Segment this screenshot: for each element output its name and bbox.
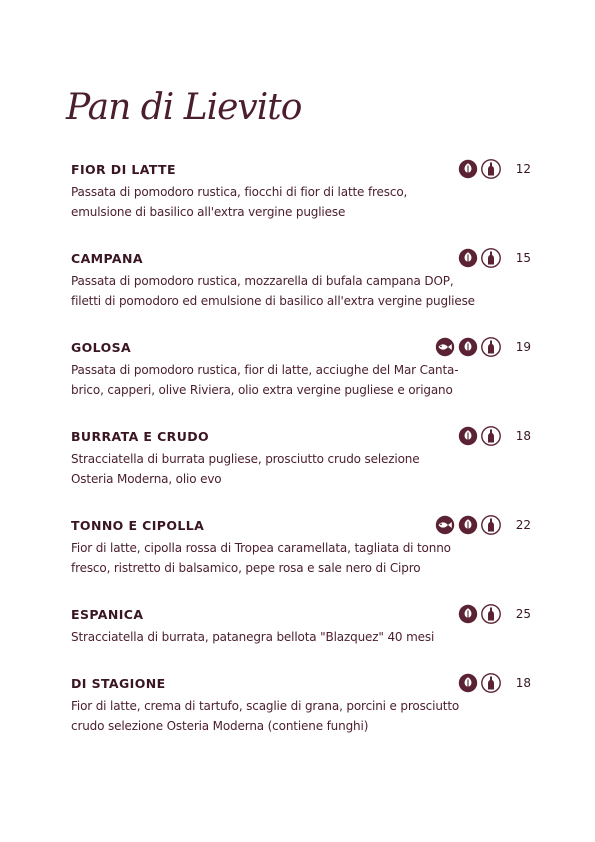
menu-item (71, 250, 531, 311)
wine-bottle-icon (481, 248, 501, 268)
wine-bottle-icon (481, 604, 501, 624)
menu-item (71, 161, 531, 222)
menu-item (71, 428, 531, 489)
allergen-icons (458, 248, 501, 268)
menu-item-description: Stracciatella di burrata, patanegra bellota "Blazquez" 40 mesi (71, 630, 435, 644)
fish-icon (435, 515, 455, 535)
menu-item-header (71, 675, 531, 695)
menu-item-name: GOLOSA (71, 340, 132, 355)
allergen-icons (458, 426, 501, 446)
menu-item (71, 675, 531, 736)
menu-item-price: 19 (515, 340, 531, 354)
page-title: Pan di Lievito (66, 87, 302, 128)
vegetarian-leaf-icon (458, 248, 478, 268)
menu-item-name: FIOR DI LATTE (71, 162, 176, 177)
menu-item-description: Passata di pomodoro rustica, mozzarella di bufala campana DOP, filetti di pomodoro ed emulsione di basilico all'extra vergine pugliese (71, 274, 475, 308)
allergen-icons (435, 337, 501, 357)
allergen-icons (458, 673, 501, 693)
menu-item-header (71, 517, 531, 537)
menu-item (71, 517, 531, 578)
menu-item-description: Stracciatella di burrata pugliese, prosciutto crudo selezione Osteria Moderna, olio evo (71, 452, 420, 486)
menu-item-price: 15 (515, 251, 531, 265)
menu-item-name: ESPANICA (71, 607, 144, 622)
menu-item-header (71, 339, 531, 359)
wine-bottle-icon (481, 515, 501, 535)
allergen-icons (435, 515, 501, 535)
wine-bottle-icon (481, 673, 501, 693)
menu-item-header (71, 428, 531, 448)
menu-item-header (71, 161, 531, 181)
menu-item-name: DI STAGIONE (71, 676, 166, 691)
menu-item-price: 22 (515, 518, 531, 532)
wine-bottle-icon (481, 426, 501, 446)
menu-item-price: 18 (515, 429, 531, 443)
fish-icon (435, 337, 455, 357)
menu-item-description: Fior di latte, crema di tartufo, scaglie di grana, porcini e prosciutto crudo selezione Osteria Moderna (contiene funghi) (71, 699, 460, 733)
wine-bottle-icon (481, 337, 501, 357)
wine-bottle-icon (481, 159, 501, 179)
menu-item-name: CAMPANA (71, 251, 143, 266)
menu-item-price: 25 (515, 607, 531, 621)
menu-item-price: 18 (515, 676, 531, 690)
allergen-icons (458, 159, 501, 179)
vegetarian-leaf-icon (458, 673, 478, 693)
menu-item-header (71, 606, 531, 626)
vegetarian-leaf-icon (458, 426, 478, 446)
menu-item-name: BURRATA E CRUDO (71, 429, 210, 444)
vegetarian-leaf-icon (458, 159, 478, 179)
menu-item-header (71, 250, 531, 270)
allergen-icons (458, 604, 501, 624)
menu-item-name: TONNO E CIPOLLA (71, 518, 205, 533)
menu-item-description: Fior di latte, cipolla rossa di Tropea caramellata, tagliata di tonno fresco, ristretto di balsamico, pepe rosa e sale nero di Cipro (71, 541, 451, 575)
vegetarian-leaf-icon (458, 337, 478, 357)
menu-item-price: 12 (515, 162, 531, 176)
menu-item-description: Passata di pomodoro rustica, fior di latte, acciughe del Mar Canta- brico, capperi, olive Riviera, olio extra vergine pugliese e origano (71, 363, 459, 397)
vegetarian-leaf-icon (458, 515, 478, 535)
vegetarian-leaf-icon (458, 604, 478, 624)
menu-item (71, 339, 531, 400)
menu-item (71, 606, 531, 647)
menu-item-description: Passata di pomodoro rustica, fiocchi di fior di latte fresco, emulsione di basilico all'extra vergine pugliese (71, 185, 408, 219)
